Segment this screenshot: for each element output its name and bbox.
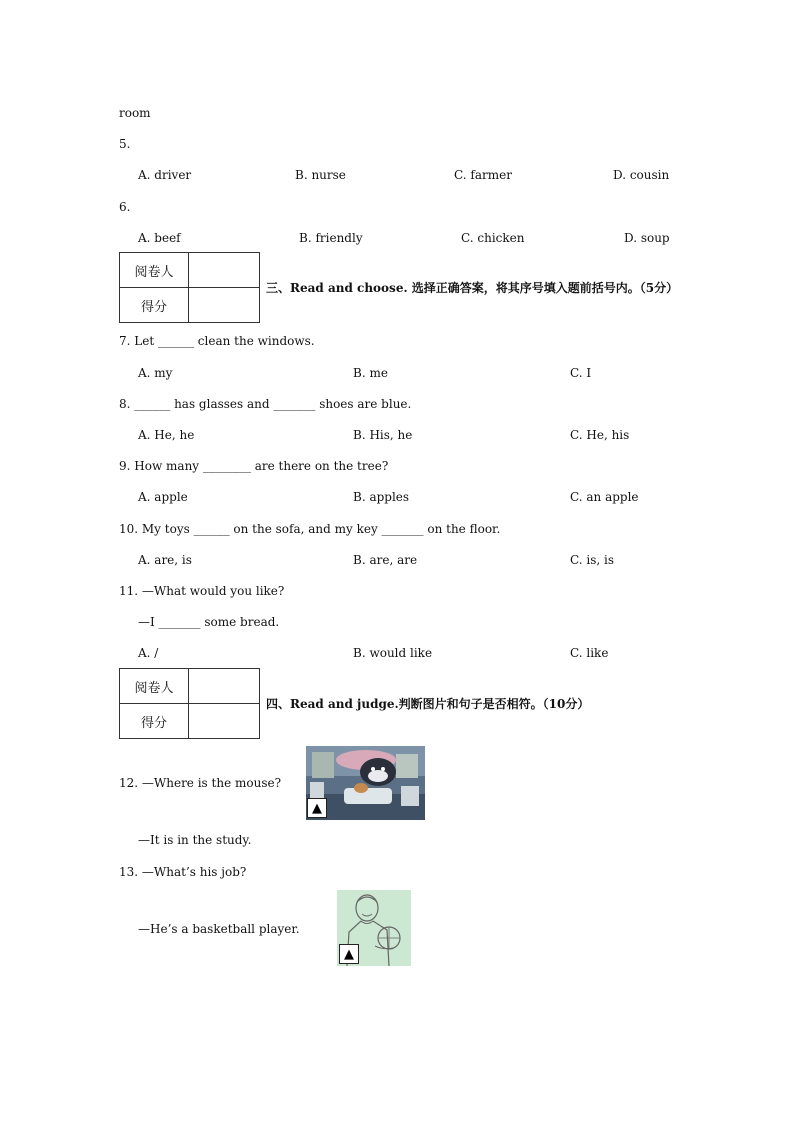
q7-stem: 7. Let ______ clean the windows.: [119, 334, 315, 348]
q9-option-b: B. apples: [353, 490, 410, 504]
q8-option-c: C. He, his: [570, 428, 630, 442]
q5-number: 5.: [119, 137, 131, 151]
q5-option-c: C. farmer: [454, 168, 512, 182]
q10-stem: 10. My toys ______ on the sofa, and my key _______ on the floor.: [119, 522, 501, 536]
section-3-title: 三、Read and choose. 选择正确答案，将其序号填入题前括号内。（5分）: [266, 281, 679, 295]
score-cell[interactable]: [189, 704, 260, 739]
score-label: 得分: [120, 288, 189, 323]
q13-basketball-player-picture: [337, 890, 411, 966]
q13-answer: —He’s a basketball player.: [138, 922, 300, 936]
q11-option-b: B. would like: [353, 646, 433, 660]
q6-option-a: A. beef: [138, 231, 181, 245]
q8-option-b: B. His, he: [353, 428, 413, 442]
section-4-title: 四、Read and judge.判断图片和句子是否相符。（10分）: [266, 697, 590, 711]
q11-option-a: A. /: [138, 646, 159, 660]
reviewer-cell[interactable]: [189, 253, 260, 288]
score-table-section-3: [119, 252, 260, 323]
q5-option-a: A. driver: [138, 168, 192, 182]
triangle-marker-icon: ▲: [307, 798, 327, 818]
q10-option-c: C. is, is: [570, 553, 615, 567]
q8-option-a: A. He, he: [138, 428, 195, 442]
q10-option-b: B. are, are: [353, 553, 418, 567]
q6-option-d: D. soup: [624, 231, 670, 245]
q9-stem: 9. How many ________ are there on the tree?: [119, 459, 389, 473]
q6-number: 6.: [119, 200, 131, 214]
q9-option-c: C. an apple: [570, 490, 639, 504]
reviewer-cell[interactable]: [189, 669, 260, 704]
score-table-section-4: [119, 668, 260, 739]
reviewer-label: 阅卷人: [120, 253, 189, 288]
q11-option-c: C. like: [570, 646, 609, 660]
q12-stem: 12. —Where is the mouse?: [119, 776, 282, 790]
q7-option-c: C. I: [570, 366, 592, 380]
q11-line2: —I _______ some bread.: [138, 615, 280, 629]
q7-option-b: B. me: [353, 366, 388, 380]
q12-mouse-cat-picture: [306, 746, 425, 820]
score-label: 得分: [120, 704, 189, 739]
score-cell[interactable]: [189, 288, 260, 323]
q11-stem: 11. —What would you like?: [119, 584, 285, 598]
q6-option-b: B. friendly: [299, 231, 363, 245]
reviewer-label: 阅卷人: [120, 669, 189, 704]
q5-option-b: B. nurse: [295, 168, 346, 182]
q13-stem: 13. —What’s his job?: [119, 865, 247, 879]
q12-answer: —It is in the study.: [138, 833, 252, 847]
q6-option-c: C. chicken: [461, 231, 525, 245]
q9-option-a: A. apple: [138, 490, 188, 504]
triangle-marker-icon: ▲: [339, 944, 359, 964]
q5-option-d: D. cousin: [613, 168, 670, 182]
q10-option-a: A. are, is: [138, 553, 192, 567]
q8-stem: 8. ______ has glasses and _______ shoes are blue.: [119, 397, 412, 411]
q7-option-a: A. my: [138, 366, 173, 380]
top-word: room: [119, 106, 151, 120]
